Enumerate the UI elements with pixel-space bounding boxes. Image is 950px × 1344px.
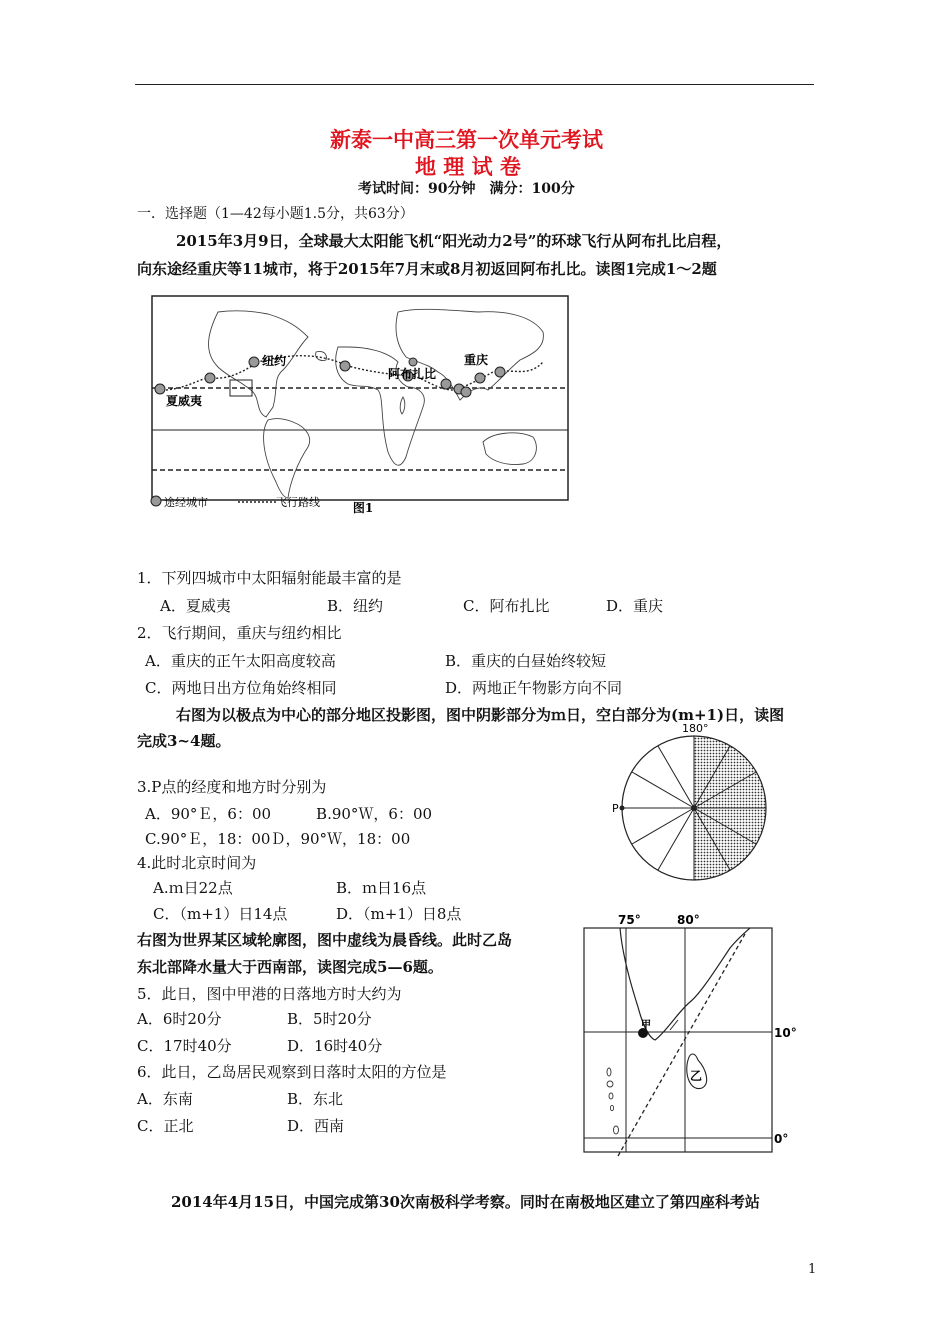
q1-option-d: D．重庆 [606, 597, 664, 615]
q6-stem: 6．此日，乙岛居民观察到日落时太阳的方位是 [137, 1063, 447, 1081]
q4-option-d: D．（m+1）日8点 [336, 905, 462, 923]
intro2-line1: 右图为以极点为中心的部分地区投影图，图中阴影部分为ｍ日，空白部分为(m+1)日，读图 [176, 706, 785, 724]
lon-label-80: 80° [677, 913, 700, 927]
q2-option-a: A．重庆的正午太阳高度较高 [145, 652, 336, 670]
q2-option-b: B．重庆的白昼始终较短 [445, 652, 607, 670]
place-label-jia: 甲 [641, 1020, 651, 1031]
intro-paragraph-line2: 向东途经重庆等11城市，将于2015年7月末或8月初返回阿布扎比。读图1完成1～2题 [137, 260, 717, 278]
next-intro-paragraph: 2014年4月15日，中国完成第30次南极科学考察。同时在南极地区建立了第四座科考站 [171, 1193, 760, 1211]
place-label-yi: 乙 [690, 1069, 703, 1083]
exam-title: 新泰一中高三第一次单元考试 [330, 127, 603, 152]
q5-stem: 5．此日，图中甲港的日落地方时大约为 [137, 985, 402, 1003]
q4-option-b: B．ｍ日16点 [336, 879, 427, 897]
exam-info: 考试时间：90分钟 满分：100分 [358, 181, 575, 197]
q2-option-d: D．两地正午物影方向不同 [445, 679, 623, 697]
q6-option-b: B．东北 [287, 1090, 344, 1108]
q5-option-b: B．5时20分 [287, 1010, 372, 1028]
q5-option-a: A．6时20分 [137, 1010, 222, 1028]
section-heading: 一．选择题（1—42每小题1.5分，共63分） [137, 206, 414, 222]
subject-title: 地 理 试 卷 [415, 154, 521, 179]
legend-route-label: 飞行路线 [276, 496, 320, 509]
q6-option-d: D．西南 [287, 1117, 345, 1135]
q4-stem: 4.此时北京时间为 [137, 854, 257, 872]
intro3-line1: 右图为世界某区域轮廓图，图中虚线为晨昏线。此时乙岛 [137, 931, 513, 949]
q6-option-c: C．正北 [137, 1117, 194, 1135]
q2-stem: 2．飞行期间，重庆与纽约相比 [137, 624, 342, 642]
header-rule [135, 84, 814, 85]
q2-option-c: C．两地日出方位角始终相同 [145, 679, 337, 697]
q1-option-b: B．纽约 [327, 597, 384, 615]
q3-options-ab: A．90°Ｅ，6：00 B.90°Ｗ，6：00 [145, 805, 433, 823]
figure1-world-map [148, 292, 574, 522]
lat-label-0: 0° [774, 1132, 789, 1146]
map-label-newyork: 纽约 [262, 354, 287, 368]
q1-stem: 1．下列四城市中太阳辐射能最丰富的是 [137, 569, 402, 587]
intro-paragraph-line1: 2015年3月9日，全球最大太阳能飞机“阳光动力2号”的环球飞行从阿布扎比启程， [176, 232, 732, 250]
q4-option-a: A.ｍ日22点 [153, 879, 233, 897]
map-label-hawaii: 夏威夷 [166, 394, 203, 408]
polar-label-p: P [612, 802, 619, 815]
map-label-abudhabi: 阿布扎比 [388, 367, 437, 381]
figure1-caption: 图1 [352, 501, 374, 515]
polar-label-180: 180° [682, 722, 709, 735]
q5-option-c: C．17时40分 [137, 1037, 232, 1055]
legend-city-label: 途经城市 [164, 496, 208, 509]
q3-options-cd: C.90°Ｅ，18：00Ｄ，90°Ｗ，18：00 [145, 830, 411, 848]
page-number: 1 [808, 1262, 817, 1277]
q4-option-c: C．（m+1）日14点 [153, 905, 288, 923]
intro3-line2: 东北部降水量大于西南部，读图完成5—6题。 [137, 958, 443, 976]
q6-option-a: A．东南 [137, 1090, 193, 1108]
q3-stem: 3.P点的经度和地方时分别为 [137, 778, 327, 796]
map-label-chongqing: 重庆 [464, 353, 489, 367]
lon-label-75: 75° [618, 913, 641, 927]
q1-option-c: C．阿布扎比 [463, 597, 550, 615]
q5-option-d: D．16时40分 [287, 1037, 383, 1055]
intro2-line2: 完成3~4题。 [137, 732, 231, 750]
lat-label-10: 10° [774, 1026, 797, 1040]
q1-option-a: A．夏威夷 [160, 597, 231, 615]
polar-projection-figure [610, 722, 770, 894]
region-outline-figure [580, 912, 802, 1156]
